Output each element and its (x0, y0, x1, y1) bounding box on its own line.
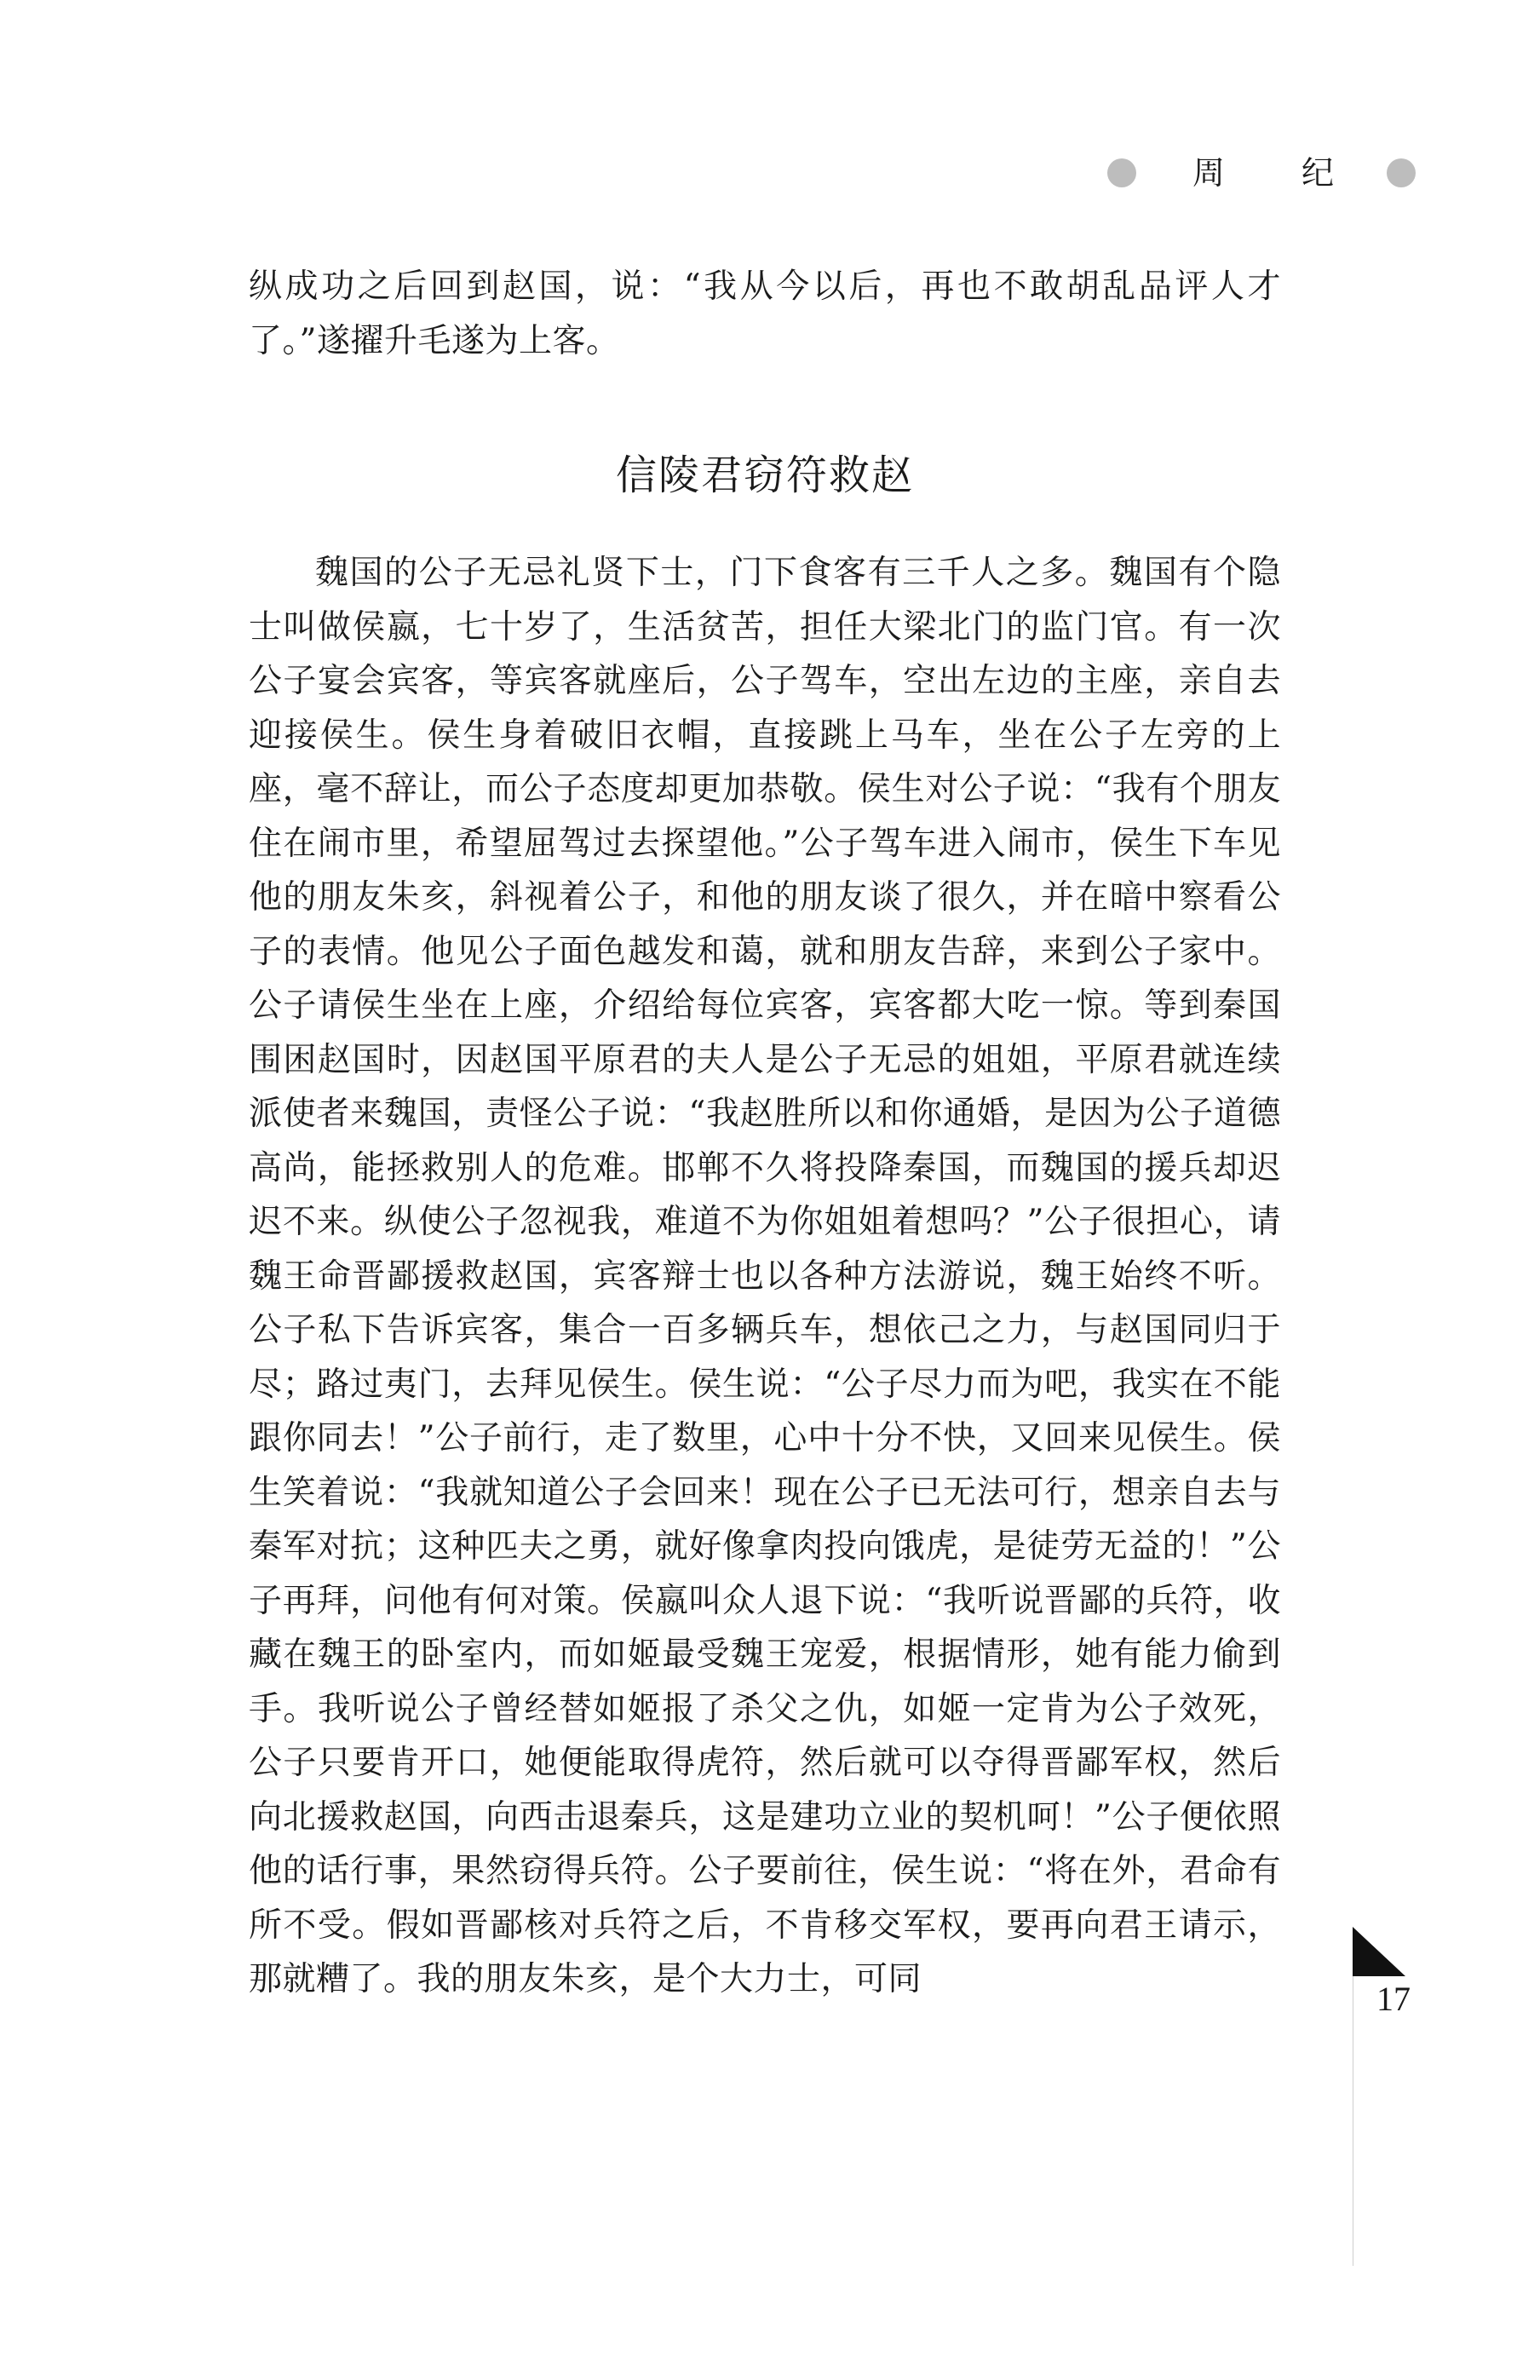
header-dot-left (1107, 158, 1136, 187)
section-title: 信陵君窃符救赵 (615, 451, 914, 499)
page-number: 17 (1376, 1980, 1411, 2018)
body-paragraph: 魏国的公子无忌礼贤下士，门下食客有三千人之多。魏国有个隐士叫做侯嬴，七十岁了，生活贫苦，担任大梁北门的监门官。有一次公子宴会宾客，等宾客就座后，公子驾车，空出左边的主座，亲自去迎接侯生。侯生身着破旧衣帽，直接跳上马车，坐在公子左旁的上座，毫不辞让，而公子态度却更加恭敬。侯生对公子说：“我有个朋友住在闹市里，希望屈驾过去探望他。”公子驾车进入闹市，侯生下车见他的朋友朱亥，斜视着公子，和他的朋友谈了很久，并在暗中察看公子的表情。他见公子面色越发和蔼，就和朋友告辞，来到公子家中。公子请侯生坐在上座，介绍给每位宾客，宾客都大吃一惊。等到秦国围困赵国时，因赵国平原君的夫人是公子无忌的姐姐，平原君就连续派使者来魏国，责怪公子说：“我赵胜所以和你通婚，是因为公子道德高尚，能拯救别人的危难。邯郸不久将投降秦国，而魏国的援兵却迟迟不来。纵使公子忽视我，难道不为你姐姐着想吗？”公子很担心，请魏王命晋鄙援救赵国，宾客辩士也以各种方法游说，魏王始终不听。公子私下告诉宾客，集合一百多辆兵车，想依己之力，与赵国同归于尽；路过夷门，去拜见侯生。侯生说：“公子尽力而为吧，我实在不能跟你同去！”公子前行，走了数里，心中十分不快，又回来见侯生。侯生笑着说：“我就知道公子会回来！现在公子已无法可行，想亲自去与秦军对抗；这种匹夫之勇，就好像拿肉投向饿虎，是徒劳无益的！”公子再拜，问他有何对策。侯嬴叫众人退下说：“我听说晋鄙的兵符，收藏在魏王的卧室内，而如姬最受魏王宠爱，根据情形，她有能力偷到手。我听说公子曾经替如姬报了杀父之仇，如姬一定肯为公子效死，公子只要肯开口，她便能取得虎符，然后就可以夺得晋鄙军权，然后向北援救赵国，向西击退秦兵，这是建功立业的契机呵！”公子便依照他的话行事，果然窃得兵符。公子要前往，侯生说：“将在外，君命有所不受。假如晋鄙核对兵符之后，不肯移交军权，要再向君王请示，那就糟了。我的朋友朱亥，是个大力士，可同 (249, 554, 1281, 1998)
running-header (1107, 150, 1431, 201)
header-dot-right (1387, 158, 1416, 187)
page-corner-triangle (1353, 1927, 1405, 1976)
page-content (249, 260, 1281, 2007)
header-char-2: 纪 (1302, 154, 1335, 192)
header-char-1: 周 (1192, 154, 1226, 192)
intro-paragraph: 纵成功之后回到赵国，说：“我从今以后，再也不敢胡乱品评人才了。”遂擢升毛遂为上客。 (249, 267, 1281, 360)
